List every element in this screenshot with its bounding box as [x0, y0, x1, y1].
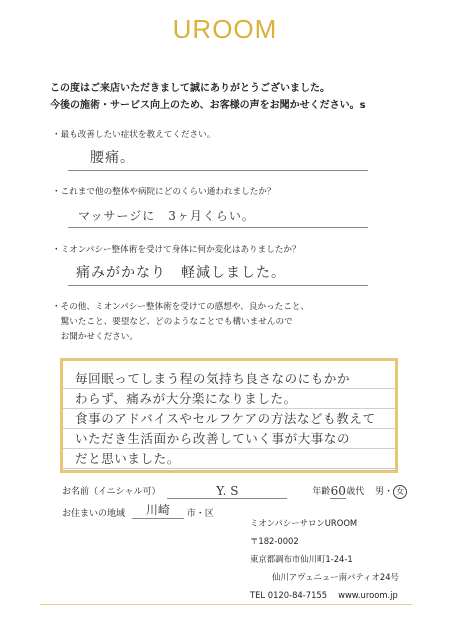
question-4-line: お聞かせください。 [52, 332, 138, 342]
comment-line: わらず、痛みが大分楽になりました。 [75, 391, 297, 406]
answer-2: マッサージに 3ヶ月くらい。 [78, 209, 255, 223]
area-suffix: 市・区 [186, 509, 214, 519]
question-4 [52, 300, 309, 345]
age-suffix: 歳代 [346, 487, 365, 497]
comment-line: 毎回眠ってしまう程の気持ち良さなのにもかか [75, 371, 351, 386]
area-label: お住まいの地域 [62, 509, 126, 519]
postal-code: 〒182-0002 [250, 536, 299, 546]
age-value: 60 [330, 484, 346, 498]
comment-line: だと思いました。 [75, 451, 180, 466]
intro-line: この度はご来店いただきまして誠にありがとうございました。 [50, 83, 330, 94]
sex-separator: ・ [384, 487, 394, 497]
salon-name: ミオンパシーサロンUROOM [250, 518, 358, 528]
salon-address [250, 514, 399, 604]
sex-female-circled: 女 [393, 485, 407, 499]
comment-line: いただき生活面から改善していく事が大事なの [75, 431, 351, 446]
comment-box [60, 358, 398, 473]
question-4-line: ・その他、ミオンパシー整体術を受けての感想や、良かったこと、 [52, 302, 310, 312]
answer-2-line [68, 201, 368, 228]
area-row [62, 501, 214, 519]
street-address: 東京都調布市仙川町1-24-1 [250, 554, 353, 564]
answer-1-line [68, 144, 368, 171]
question-4-line: 驚いたこと、要望など、どのようなことでも構いませんので [52, 317, 293, 327]
building-name: 仙川アヴェニュー南パティオ24号 [272, 572, 399, 582]
answer-1: 腰痛。 [90, 150, 135, 166]
area-value: 川崎 [132, 501, 184, 519]
question-2: ・これまで他の整体や病院にどのくらい通われましたか？ [52, 187, 276, 197]
question-1: ・最も改善したい症状を教えてください。 [52, 130, 216, 140]
brand-logo: UROOM [172, 14, 278, 44]
comment-line: 食事のアドバイスやセルフケアの方法なども教えて [75, 411, 376, 426]
name-value: Y. S [167, 484, 287, 499]
name-age-row [62, 484, 407, 499]
sex-male: 男 [375, 487, 385, 497]
intro-line: 今後の施術・サービス向上のため、お客様の声をお聞かせください。s [50, 100, 366, 111]
name-label: お名前（イニシャル可） [62, 487, 161, 497]
answer-3-line [68, 259, 368, 286]
intro-text [50, 80, 430, 114]
age-label: 年齢 [312, 487, 331, 497]
question-3: ・ミオンパシー整体術を受けて身体に何か変化はありましたか？ [52, 245, 301, 255]
contact-line: TEL 0120-84-7155 www.uroom.jp [250, 590, 398, 600]
footer-divider [40, 604, 412, 605]
answer-3: 痛みがかなり 軽減しました。 [76, 265, 286, 281]
